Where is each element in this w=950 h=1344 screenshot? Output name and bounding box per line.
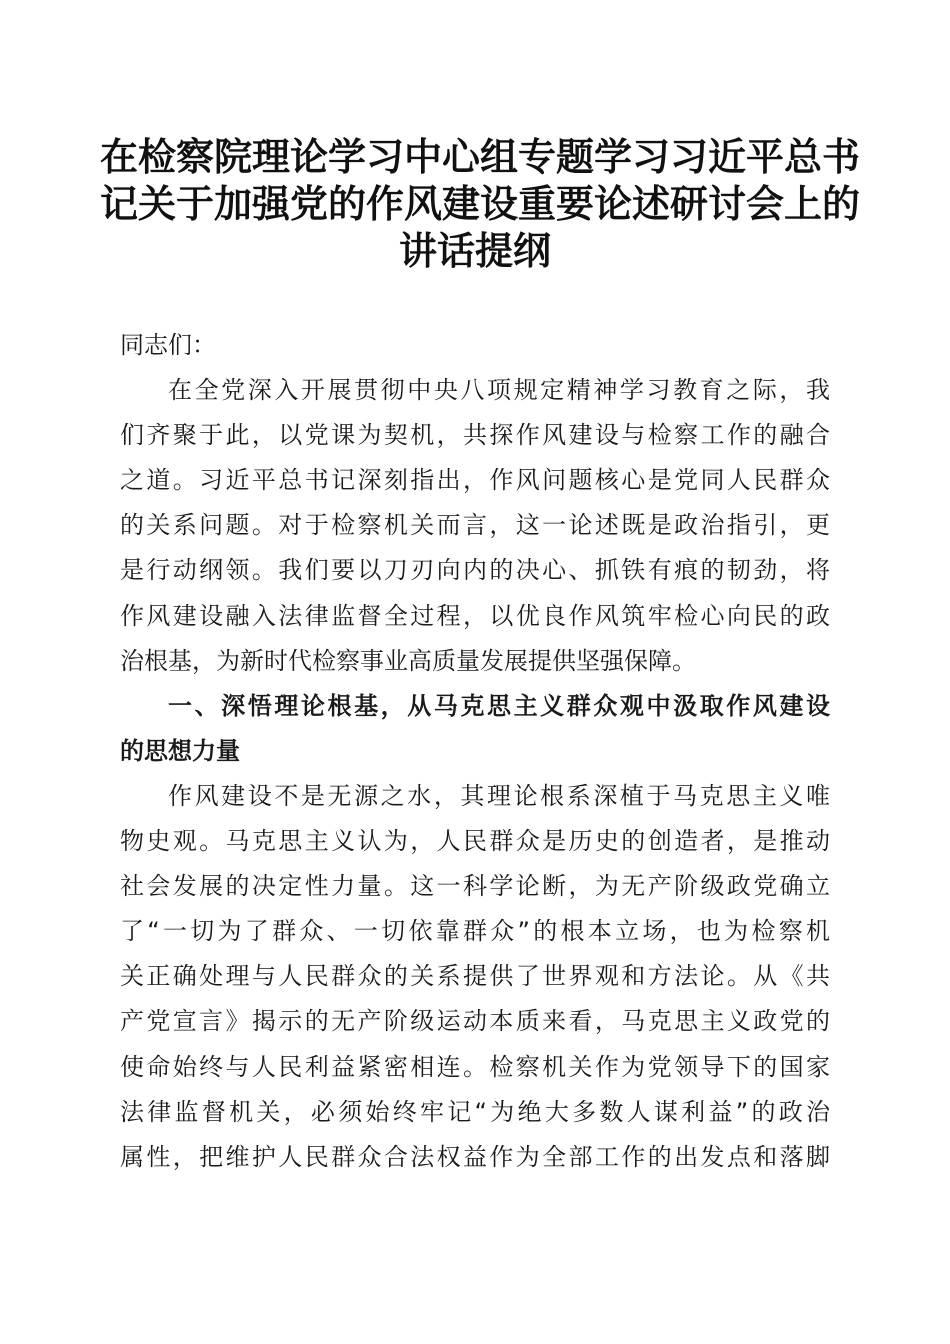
intro-paragraph-line: 作风建设融入法律监督全过程，以优良作风筑牢检心向民的政 bbox=[120, 601, 830, 630]
salutation: 同志们： bbox=[120, 331, 216, 359]
intro-paragraph-line: 的关系问题。对于检察机关而言，这一论述既是政治指引，更 bbox=[120, 511, 830, 540]
section-heading-line: 一、深悟理论根基，从马克思主义群众观中汲取作风建设 bbox=[168, 691, 830, 720]
section-paragraph-line: 物史观。马克思主义认为，人民群众是历史的创造者，是推动 bbox=[120, 827, 830, 856]
section-paragraph-line: 属性，把维护人民群众合法权益作为全部工作的出发点和落脚 bbox=[120, 1142, 830, 1171]
section-paragraph-line: 关正确处理与人民群众的关系提供了世界观和方法论。从《共 bbox=[120, 962, 830, 991]
section-paragraph-line: 社会发展的决定性力量。这一科学论断，为无产阶级政党确立 bbox=[120, 872, 830, 901]
section-paragraph-line: 法律监督机关，必须始终牢记“为绝大多数人谋利益”的政治 bbox=[120, 1097, 830, 1126]
document-title bbox=[100, 133, 861, 274]
section-paragraph-line: 了“一切为了群众、一切依靠群众”的根本立场，也为检察机 bbox=[120, 917, 830, 946]
section-paragraph-line: 产党宣言》揭示的无产阶级运动本质来看，马克思主义政党的 bbox=[120, 1007, 830, 1036]
title-line: 讲话提纲 bbox=[398, 228, 551, 273]
intro-paragraph-line: 治根基，为新时代检察事业高质量发展提供坚强保障。 bbox=[120, 646, 696, 675]
intro-paragraph-line: 之道。习近平总书记深刻指出，作风问题核心是党同人民群众 bbox=[120, 466, 830, 495]
intro-paragraph-line: 在全党深入开展贯彻中央八项规定精神学习教育之际，我 bbox=[168, 376, 830, 405]
title-line: 记关于加强党的作风建设重要论述研讨会上的 bbox=[100, 181, 861, 226]
document-body bbox=[120, 323, 830, 1180]
intro-paragraph-line: 是行动纲领。我们要以刀刃向内的决心、抓铁有痕的韧劲，将 bbox=[120, 556, 830, 585]
section-heading-line: 的思想力量 bbox=[120, 736, 240, 765]
section-paragraph-line: 使命始终与人民利益紧密相连。检察机关作为党领导下的国家 bbox=[120, 1052, 830, 1081]
intro-paragraph-line: 们齐聚于此，以党课为契机，共探作风建设与检察工作的融合 bbox=[120, 421, 830, 450]
title-line: 在检察院理论学习中心组专题学习习近平总书 bbox=[100, 134, 861, 179]
section-paragraph-line: 作风建设不是无源之水，其理论根系深植于马克思主义唯 bbox=[168, 781, 830, 810]
